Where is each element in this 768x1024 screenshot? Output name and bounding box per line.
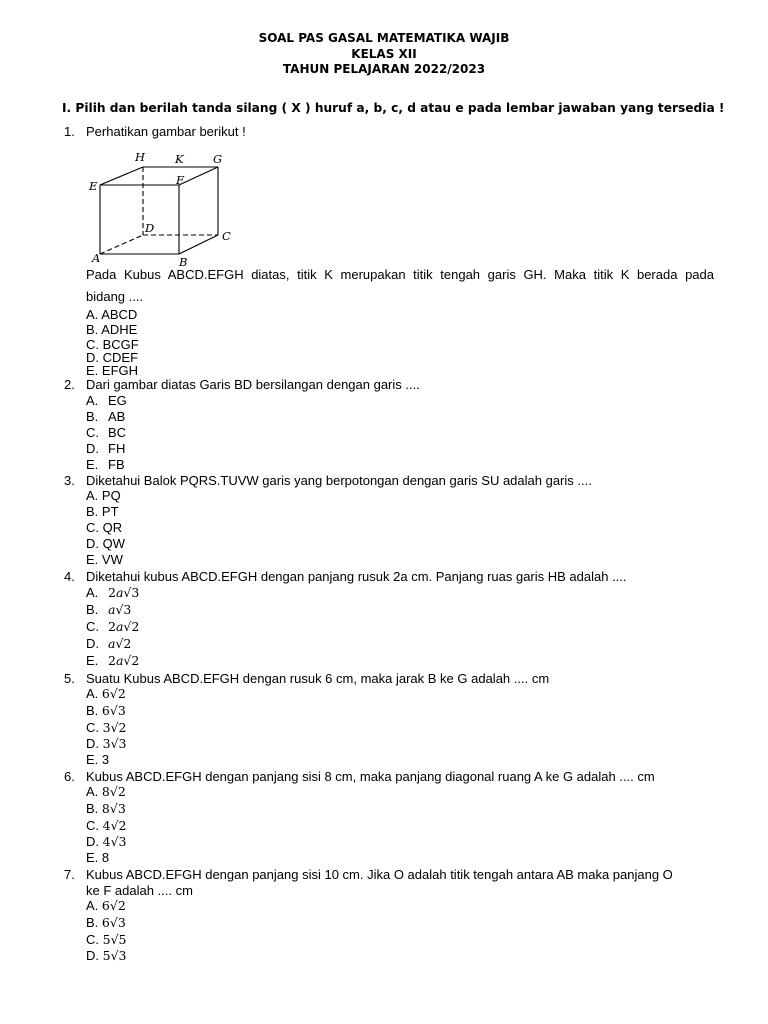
- math-radicand: 5: [118, 932, 127, 947]
- math-radicand: 3: [117, 801, 126, 816]
- option-label: D.: [86, 636, 99, 651]
- option-text: PQ: [101, 488, 121, 503]
- sqrt-symbol: √: [123, 653, 132, 668]
- math-radicand: 3: [118, 736, 127, 751]
- option-math: [103, 736, 127, 751]
- question-1: [64, 124, 724, 140]
- cube-figure: [84, 148, 244, 270]
- math-coefficient: 6: [101, 898, 110, 913]
- question-number: 1.: [64, 124, 75, 139]
- sqrt-symbol: √: [110, 834, 119, 849]
- option-7d[interactable]: [86, 948, 127, 964]
- math-radicand: 2: [123, 636, 132, 651]
- option-text: BCGF: [102, 337, 139, 352]
- math-variable: a: [115, 653, 124, 668]
- option-math: [102, 898, 126, 913]
- math-radicand: 2: [131, 619, 140, 634]
- math-coefficient: 6: [101, 703, 110, 718]
- question-2: [64, 377, 724, 393]
- option-text: EG: [108, 393, 127, 408]
- vertex-label-d: D: [145, 221, 155, 235]
- sqrt-symbol: √: [115, 636, 124, 651]
- math-radicand: 3: [131, 585, 140, 600]
- question-5: [64, 671, 724, 687]
- option-label: B.: [86, 409, 99, 424]
- option-label: A.: [86, 393, 99, 408]
- option-text: EFGH: [101, 363, 139, 378]
- question-stem: Perhatikan gambar berikut !: [86, 124, 246, 139]
- option-label: C.: [86, 337, 103, 352]
- option-text: BC: [108, 425, 127, 440]
- question-number: 5.: [64, 671, 75, 686]
- math-radicand: 3: [118, 948, 127, 963]
- option-6b[interactable]: [86, 801, 126, 817]
- question-stem: Dari gambar diatas Garis BD bersilangan dengan garis ....: [86, 377, 420, 392]
- sqrt-symbol: √: [110, 720, 119, 735]
- option-3c[interactable]: [86, 520, 122, 536]
- option-7a[interactable]: [86, 898, 126, 914]
- option-text: 3: [101, 752, 110, 767]
- option-3b[interactable]: [86, 504, 119, 520]
- option-6a[interactable]: [86, 784, 126, 800]
- sqrt-symbol: √: [123, 619, 132, 634]
- math-radicand: 3: [118, 834, 127, 849]
- option-text: ADHE: [101, 322, 138, 337]
- option-2e[interactable]: [86, 457, 125, 473]
- question-number: 3.: [64, 473, 75, 488]
- option-5d[interactable]: [86, 736, 127, 752]
- option-label: E.: [86, 752, 102, 767]
- option-math: [102, 801, 126, 816]
- option-5c[interactable]: [86, 720, 127, 736]
- option-2d[interactable]: [86, 441, 125, 457]
- option-math: [103, 932, 127, 947]
- option-label: A.: [86, 307, 102, 322]
- option-label: C.: [86, 425, 99, 440]
- option-label: C.: [86, 619, 99, 634]
- question-number: 7.: [64, 867, 75, 882]
- sqrt-symbol: √: [110, 818, 119, 833]
- math-coefficient: 8: [101, 784, 110, 799]
- option-label: E.: [86, 653, 99, 668]
- option-5a[interactable]: [86, 686, 126, 702]
- option-label: A.: [86, 898, 102, 913]
- option-label: C.: [86, 720, 103, 735]
- option-6d[interactable]: [86, 834, 127, 850]
- option-math: [103, 834, 127, 849]
- edge-fg: [179, 167, 218, 185]
- option-text: FB: [108, 457, 125, 472]
- option-math: [103, 720, 127, 735]
- sqrt-symbol: √: [110, 932, 119, 947]
- option-1a[interactable]: [86, 307, 137, 323]
- option-3d[interactable]: [86, 536, 125, 552]
- option-5e[interactable]: [86, 752, 109, 768]
- math-coefficient: 6: [101, 915, 110, 930]
- option-label: D.: [86, 948, 103, 963]
- option-text: ABCD: [101, 307, 138, 322]
- option-math: [102, 915, 126, 930]
- option-3e[interactable]: [86, 552, 123, 568]
- option-1b[interactable]: [86, 322, 137, 338]
- question-number: 2.: [64, 377, 75, 392]
- option-label: E.: [86, 850, 102, 865]
- question-stem: Diketahui Balok PQRS.TUVW garis yang berpotongan dengan garis SU adalah garis ....: [86, 473, 592, 488]
- option-label: D.: [86, 350, 103, 365]
- math-coefficient: 2: [108, 585, 116, 600]
- edge-eh: [100, 167, 143, 185]
- option-text: CDEF: [102, 350, 139, 365]
- option-math: [102, 703, 126, 718]
- math-radicand: 2: [118, 720, 127, 735]
- header-title: SOAL PAS GASAL MATEMATIKA WAJIB: [258, 31, 510, 45]
- option-label: A.: [86, 686, 102, 701]
- exam-header: [0, 31, 768, 78]
- math-coefficient: 4: [102, 834, 111, 849]
- option-label: A.: [86, 488, 102, 503]
- option-label: D.: [86, 441, 99, 456]
- math-coefficient: 5: [102, 932, 111, 947]
- sqrt-symbol: √: [110, 948, 119, 963]
- option-4e[interactable]: [86, 653, 139, 669]
- option-label: A.: [86, 784, 102, 799]
- math-variable: a: [115, 619, 124, 634]
- option-label: D.: [86, 736, 103, 751]
- section-instruction: I. Pilih dan berilah tanda silang ( X ) huruf a, b, c, d atau e pada lembar jawaban yang tersedia !: [62, 101, 725, 115]
- option-label: D.: [86, 536, 103, 551]
- option-label: C.: [86, 818, 103, 833]
- math-variable: a: [108, 602, 116, 617]
- sqrt-symbol: √: [115, 602, 124, 617]
- option-2c[interactable]: [86, 425, 126, 441]
- option-label: B.: [86, 703, 102, 718]
- option-math: [103, 948, 127, 963]
- question-1-paragraph-line1: Pada Kubus ABCD.EFGH diatas, titik K merupakan titik tengah garis GH. Maka titik K berada pada: [86, 267, 714, 282]
- option-text: 8: [101, 850, 110, 865]
- math-radicand: 3: [117, 915, 126, 930]
- option-text: FH: [108, 441, 126, 456]
- question-stem: Kubus ABCD.EFGH dengan panjang sisi 8 cm, maka panjang diagonal ruang A ke G adalah .... cm: [86, 769, 655, 784]
- vertex-label-c: C: [222, 229, 231, 243]
- option-text: PT: [101, 504, 119, 519]
- option-7c[interactable]: [86, 932, 127, 948]
- math-coefficient: 2: [108, 653, 116, 668]
- question-4: [64, 569, 724, 585]
- sqrt-symbol: √: [110, 736, 119, 751]
- option-text: VW: [101, 552, 123, 567]
- option-7b[interactable]: [86, 915, 126, 931]
- question-1-paragraph-line2: bidang ....: [86, 289, 144, 304]
- sqrt-symbol: √: [109, 686, 118, 701]
- option-label: E.: [86, 552, 102, 567]
- option-4b[interactable]: [86, 602, 131, 618]
- option-6c[interactable]: [86, 818, 127, 834]
- option-6e[interactable]: [86, 850, 109, 866]
- option-math: [108, 636, 131, 651]
- option-2b[interactable]: [86, 409, 125, 425]
- option-label: A.: [86, 585, 99, 600]
- math-coefficient: 3: [102, 720, 111, 735]
- option-label: C.: [86, 520, 103, 535]
- header-class: KELAS XII: [351, 46, 417, 61]
- option-math: [103, 818, 127, 833]
- option-2a[interactable]: [86, 393, 127, 409]
- sqrt-symbol: √: [109, 801, 118, 816]
- math-radicand: 2: [117, 784, 126, 799]
- question-3: [64, 473, 724, 489]
- vertex-label-e: E: [89, 179, 98, 193]
- math-variable: a: [108, 636, 116, 651]
- math-radicand: 2: [117, 898, 126, 913]
- vertex-label-b: B: [179, 255, 188, 269]
- question-number: 6.: [64, 769, 75, 784]
- edge-ad-hidden: [100, 235, 143, 254]
- vertex-label-h: H: [135, 150, 146, 164]
- question-stem-line1: Kubus ABCD.EFGH dengan panjang sisi 10 cm. Jika O adalah titik tengah antara AB maka panjang O: [86, 867, 673, 882]
- option-label: E.: [86, 363, 102, 378]
- point-label-k: K: [175, 152, 184, 166]
- question-stem: Suatu Kubus ABCD.EFGH dengan rusuk 6 cm, maka jarak B ke G adalah .... cm: [86, 671, 550, 686]
- vertex-label-a: A: [92, 251, 101, 265]
- option-3a[interactable]: [86, 488, 121, 504]
- question-stem: Diketahui kubus ABCD.EFGH dengan panjang rusuk 2a cm. Panjang ruas garis HB adalah ....: [86, 569, 627, 584]
- option-4d[interactable]: [86, 636, 131, 652]
- sqrt-symbol: √: [109, 915, 118, 930]
- question-6: [64, 769, 724, 785]
- option-math: [108, 585, 139, 600]
- option-math: [102, 784, 126, 799]
- option-label: B.: [86, 801, 102, 816]
- option-label: B.: [86, 602, 99, 617]
- vertex-label-g: G: [213, 152, 223, 166]
- math-radicand: 2: [131, 653, 140, 668]
- option-math: [108, 602, 131, 617]
- question-number: 4.: [64, 569, 75, 584]
- option-label: E.: [86, 457, 99, 472]
- sqrt-symbol: √: [109, 898, 118, 913]
- math-coefficient: 4: [102, 818, 111, 833]
- option-label: B.: [86, 322, 102, 337]
- sqrt-symbol: √: [109, 703, 118, 718]
- option-text: QW: [102, 536, 126, 551]
- math-coefficient: 8: [101, 801, 110, 816]
- math-coefficient: 5: [102, 948, 111, 963]
- option-text: AB: [108, 409, 126, 424]
- math-radicand: 2: [117, 686, 126, 701]
- question-stem: [86, 867, 724, 899]
- option-label: D.: [86, 834, 103, 849]
- option-4c[interactable]: [86, 619, 139, 635]
- question-stem-line2: ke F adalah .... cm: [86, 883, 193, 898]
- question-7: [64, 867, 724, 899]
- math-radicand: 2: [118, 818, 127, 833]
- math-variable: a: [115, 585, 124, 600]
- sqrt-symbol: √: [109, 784, 118, 799]
- option-label: B.: [86, 915, 102, 930]
- edge-bc: [179, 235, 218, 254]
- math-coefficient: 3: [102, 736, 111, 751]
- option-4a[interactable]: [86, 585, 139, 601]
- math-coefficient: 6: [101, 686, 110, 701]
- math-coefficient: 2: [108, 619, 116, 634]
- vertex-label-f: F: [176, 173, 184, 187]
- math-radicand: 3: [123, 602, 132, 617]
- header-year: TAHUN PELAJARAN 2022/2023: [282, 62, 486, 76]
- sqrt-symbol: √: [123, 585, 132, 600]
- option-label: C.: [86, 932, 103, 947]
- option-label: B.: [86, 504, 102, 519]
- option-math: [108, 653, 139, 668]
- option-math: [108, 619, 139, 634]
- option-text: QR: [102, 520, 123, 535]
- option-math: [102, 686, 126, 701]
- option-5b[interactable]: [86, 703, 126, 719]
- math-radicand: 3: [117, 703, 126, 718]
